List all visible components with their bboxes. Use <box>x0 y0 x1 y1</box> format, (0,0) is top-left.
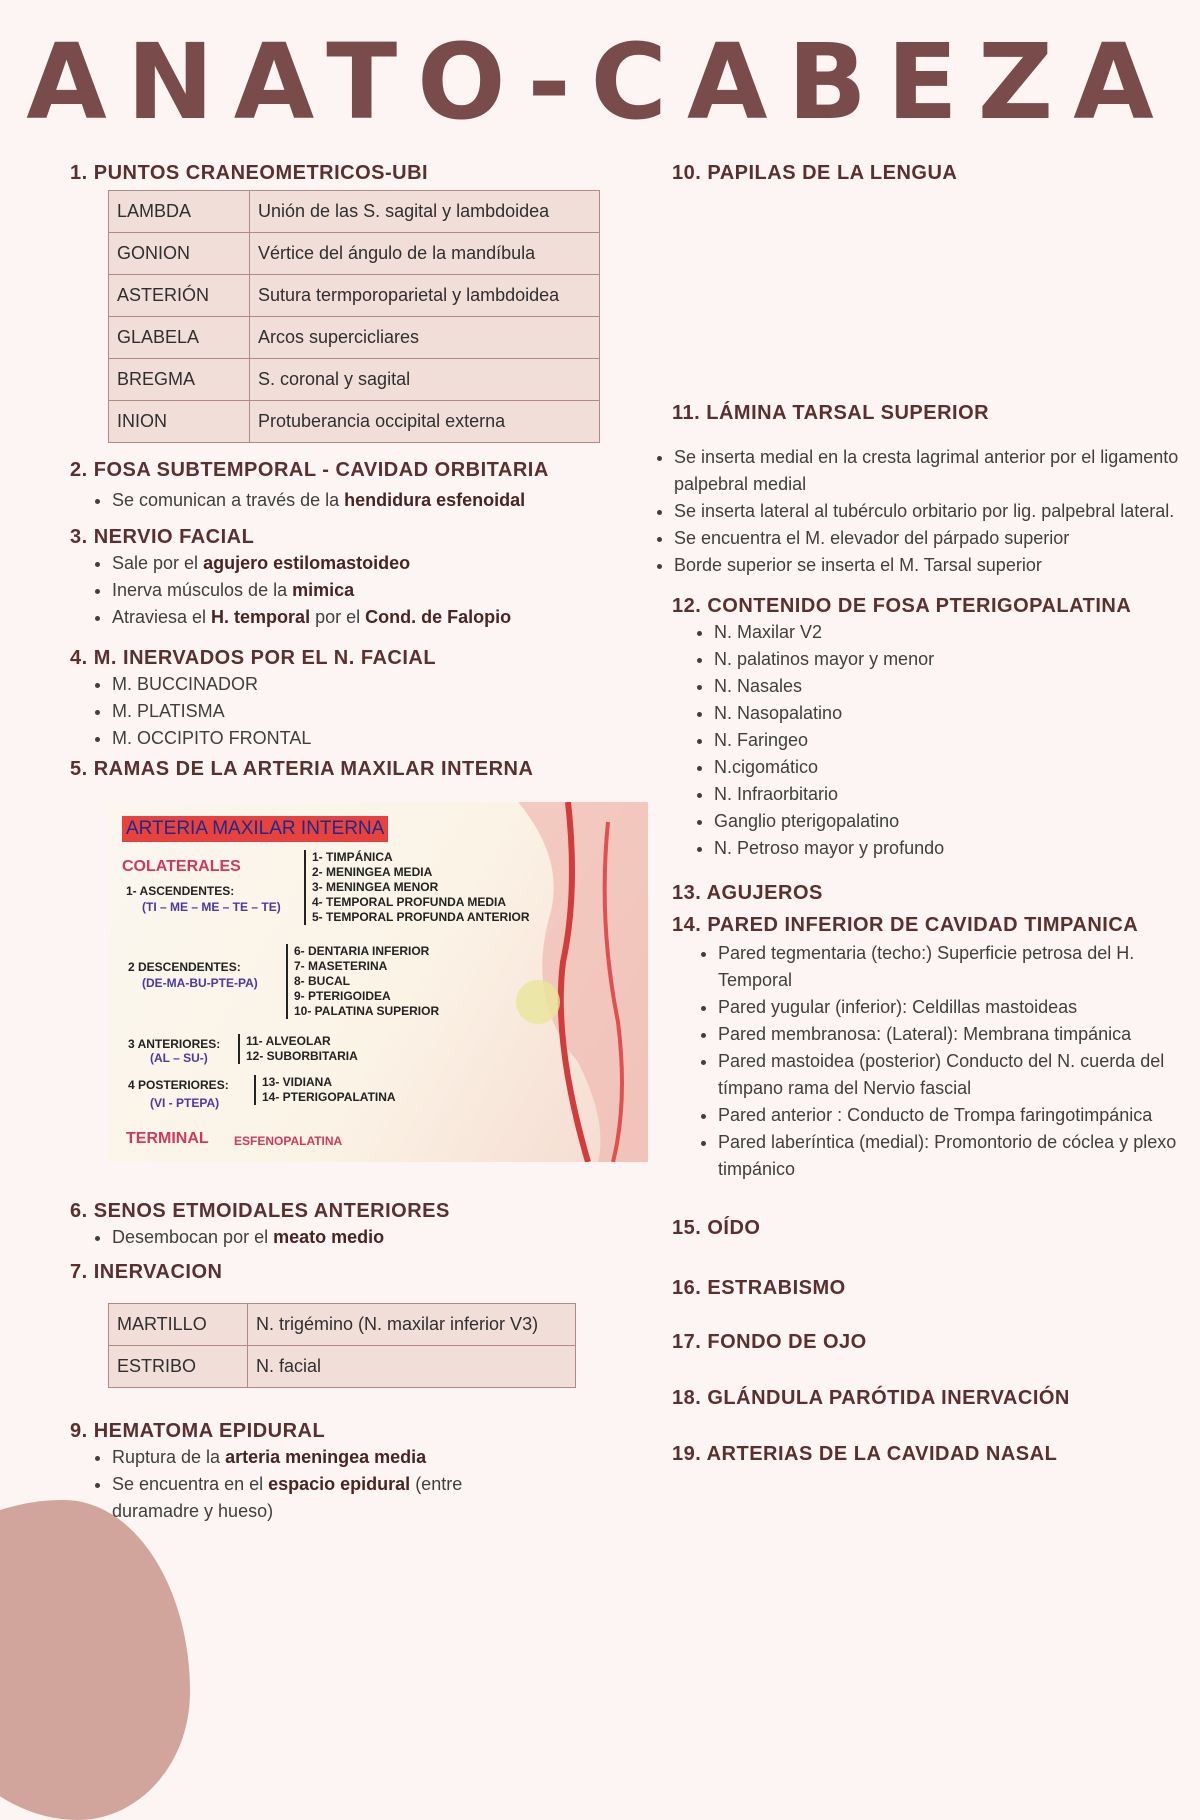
section-nervio-facial <box>70 524 630 631</box>
list-item: • N. palatinos mayor y menor <box>714 646 1184 673</box>
list-item: • Pared yugular (inferior): Celdillas mastoideas <box>718 994 1184 1021</box>
descendentes-label: 2 DESCENDENTES: <box>128 960 241 974</box>
bold-text: agujero estilomastoideo <box>203 553 411 573</box>
list-item: 12- SUBORBITARIA <box>246 1049 358 1063</box>
list-item: • Se encuentra el M. elevador del párpado superior <box>674 525 1184 552</box>
bold-text: arteria meningea media <box>225 1447 427 1467</box>
section-fosa-subtemporal <box>70 457 630 514</box>
table-cell: Vértice del ángulo de la mandíbula <box>250 233 600 275</box>
text: Sale por el <box>112 553 204 573</box>
section-arterias-cavidad-nasal <box>672 1441 1184 1467</box>
list-item: 4- TEMPORAL PROFUNDA MEDIA <box>312 895 507 909</box>
table-cell: N. trigémino (N. maxilar inferior V3) <box>248 1304 576 1346</box>
bullet-list <box>662 444 1184 579</box>
list-item: 11- ALVEOLAR <box>246 1034 331 1048</box>
bold-text: hendidura esfenoidal <box>344 490 526 510</box>
section-heading: 13. AGUJEROS <box>672 882 823 904</box>
section-arteria-maxilar <box>70 756 630 1162</box>
descendentes-list <box>286 944 439 1019</box>
table-row <box>109 317 600 359</box>
section-musculos-inervados <box>70 645 630 752</box>
bullet-list <box>70 550 630 631</box>
list-item: • N. Nasales <box>714 673 1184 700</box>
inervacion-table <box>108 1303 576 1388</box>
text: Se encuentra en el <box>112 1474 269 1494</box>
list-item: 5- TEMPORAL PROFUNDA ANTERIOR <box>312 910 530 924</box>
list-item: • M. OCCIPITO FRONTAL <box>112 725 630 752</box>
section-heading: 4. M. INERVADOS POR EL N. FACIAL <box>70 647 437 669</box>
table-row <box>109 233 600 275</box>
list-item: • N. Petroso mayor y profundo <box>714 835 1184 862</box>
table-cell: GLABELA <box>109 317 250 359</box>
list-item <box>112 487 630 514</box>
list-item: • Se inserta lateral al tubérculo orbitario por lig. palpebral lateral. <box>674 498 1184 525</box>
list-item <box>112 604 630 631</box>
list-item: 3- MENINGEA MENOR <box>312 880 439 894</box>
text: (entre duramadre y hueso) <box>112 1474 463 1521</box>
list-item: 1- TIMPÁNICA <box>312 850 393 864</box>
section-heading: 3. NERVIO FACIAL <box>70 526 255 548</box>
list-item <box>112 550 630 577</box>
section-heading: 12. CONTENIDO DE FOSA PTERIGOPALATINA <box>672 595 1132 617</box>
list-item: • N.cigomático <box>714 754 1184 781</box>
list-item: • M. PLATISMA <box>112 698 630 725</box>
list-item: • Pared membranosa: (Lateral): Membrana timpánica <box>718 1021 1184 1048</box>
table-row <box>109 1304 576 1346</box>
section-heading: 1. PUNTOS CRANEOMETRICOS-UBI <box>70 162 429 184</box>
section-agujeros <box>672 880 1184 906</box>
table-cell: GONION <box>109 233 250 275</box>
posteriores-abbr: (VI - PTEPA) <box>150 1096 220 1110</box>
table-cell: Protuberancia occipital externa <box>250 401 600 443</box>
bold-text: Cond. de Falopio <box>365 607 512 627</box>
table-cell: INION <box>109 401 250 443</box>
bullet-list <box>70 487 630 514</box>
list-item: • Pared anterior : Conducto de Trompa faringotimpánica <box>718 1102 1184 1129</box>
list-item <box>112 577 630 604</box>
bullet-list <box>70 1444 630 1525</box>
anteriores-list <box>238 1034 358 1064</box>
list-item <box>112 1444 630 1471</box>
page-title: ANATO-CABEZA <box>26 21 1174 143</box>
bold-text: H. temporal <box>211 607 311 627</box>
artery-figure <box>108 802 648 1162</box>
list-item: • M. BUCCINADOR <box>112 671 630 698</box>
table-cell: MARTILLO <box>109 1304 248 1346</box>
section-heading: 9. HEMATOMA EPIDURAL <box>70 1420 326 1442</box>
list-item: • N. Faringeo <box>714 727 1184 754</box>
list-item: • Borde superior se inserta el M. Tarsal superior <box>674 552 1184 579</box>
list-item: • Se inserta medial en la cresta lagrimal anterior por el ligamento palpebral medial <box>674 444 1184 498</box>
section-heading: 16. ESTRABISMO <box>672 1277 846 1299</box>
table-cell: LAMBDA <box>109 191 250 233</box>
text: por el <box>310 607 366 627</box>
table-row <box>109 191 600 233</box>
section-heading: 19. ARTERIAS DE LA CAVIDAD NASAL <box>672 1443 1058 1465</box>
table-cell: ASTERIÓN <box>109 275 250 317</box>
section-puntos-craneometricos <box>70 160 630 443</box>
section-heading: 5. RAMAS DE LA ARTERIA MAXILAR INTERNA <box>70 758 534 780</box>
list-item: 8- BUCAL <box>294 974 350 988</box>
section-heading: 18. GLÁNDULA PARÓTIDA INERVACIÓN <box>672 1387 1070 1409</box>
colaterales-label: COLATERALES <box>122 858 241 875</box>
list-item: 14- PTERIGOPALATINA <box>262 1090 396 1104</box>
section-heading: 14. PARED INFERIOR DE CAVIDAD TIMPANICA <box>672 914 1139 936</box>
section-heading: 17. FONDO DE OJO <box>672 1331 867 1353</box>
terminal-label: TERMINAL <box>126 1130 209 1147</box>
decorative-blob <box>0 1500 190 1820</box>
list-item: • N. Infraorbitario <box>714 781 1184 808</box>
table-row <box>109 1346 576 1388</box>
craneometric-table <box>108 190 600 443</box>
table-cell: Sutura termporoparietal y lambdoidea <box>250 275 600 317</box>
text: Se comunican a través de la <box>112 490 345 510</box>
figure-title: ARTERIA MAXILAR INTERNA <box>122 816 388 842</box>
section-fondo-de-ojo <box>672 1329 1184 1355</box>
list-item: • Pared mastoidea (posterior) Conducto del N. cuerda del tímpano rama del Nervio fascial <box>718 1048 1184 1102</box>
section-heading: 15. OÍDO <box>672 1217 761 1239</box>
list-item: 6- DENTARIA INFERIOR <box>294 944 430 958</box>
list-item: 10- PALATINA SUPERIOR <box>294 1004 440 1018</box>
ascendentes-label: 1- ASCENDENTES: <box>126 884 235 898</box>
table-row <box>109 359 600 401</box>
text: Desembocan por el <box>112 1227 274 1247</box>
left-column <box>70 160 630 1525</box>
text: Inerva músculos de la <box>112 580 293 600</box>
section-fosa-pterigopalatina <box>672 593 1184 862</box>
section-heading: 6. SENOS ETMOIDALES ANTERIORES <box>70 1200 450 1222</box>
bold-text: mimica <box>292 580 355 600</box>
list-item <box>112 1224 630 1251</box>
list-item: • Ganglio pterigopalatino <box>714 808 1184 835</box>
text: Ruptura de la <box>112 1447 226 1467</box>
bullet-list <box>70 1224 630 1251</box>
bullet-list <box>672 940 1184 1183</box>
section-senos-etmoidales <box>70 1198 630 1251</box>
table-row <box>109 275 600 317</box>
ascendentes-abbr: (TI – ME – ME – TE – TE) <box>142 900 281 914</box>
section-heading: 7. INERVACION <box>70 1261 223 1283</box>
section-inervacion <box>70 1259 630 1388</box>
section-estrabismo <box>672 1275 1184 1301</box>
anteriores-abbr: (AL – SU-) <box>150 1051 208 1065</box>
section-hematoma-epidural <box>70 1418 630 1525</box>
section-heading: 2. FOSA SUBTEMPORAL - CAVIDAD ORBITARIA <box>70 459 549 481</box>
list-item: 9- PTERIGOIDEA <box>294 989 391 1003</box>
table-cell: Unión de las S. sagital y lambdoidea <box>250 191 600 233</box>
terminal-value: ESFENOPALATINA <box>234 1134 343 1148</box>
descendentes-abbr: (DE-MA-BU-PTE-PA) <box>142 976 258 990</box>
section-heading: 11. LÁMINA TARSAL SUPERIOR <box>672 402 990 424</box>
posteriores-list <box>254 1075 396 1105</box>
posteriores-label: 4 POSTERIORES: <box>128 1078 229 1092</box>
bold-text: espacio epidural <box>268 1474 411 1494</box>
bold-text: meato medio <box>273 1227 385 1247</box>
bullet-list <box>672 619 1184 862</box>
section-heading: 10. PAPILAS DE LA LENGUA <box>672 162 958 184</box>
table-cell: S. coronal y sagital <box>250 359 600 401</box>
section-glandula-parotida <box>672 1385 1184 1411</box>
ascendentes-list <box>304 850 530 925</box>
table-row <box>109 401 600 443</box>
table-cell: ESTRIBO <box>109 1346 248 1388</box>
list-item: 13- VIDIANA <box>262 1075 333 1089</box>
list-item: • N. Maxilar V2 <box>714 619 1184 646</box>
anteriores-label: 3 ANTERIORES: <box>128 1037 221 1051</box>
section-papilas <box>672 160 1184 186</box>
list-item: 2- MENINGEA MEDIA <box>312 865 433 879</box>
section-cavidad-timpanica <box>672 912 1184 1183</box>
table-cell: N. facial <box>248 1346 576 1388</box>
section-oido <box>672 1215 1184 1241</box>
list-item <box>112 1471 532 1525</box>
list-item: 7- MASETERINA <box>294 959 388 973</box>
list-item: • Pared laberíntica (medial): Promontorio de cóclea y plexo timpánico <box>718 1129 1184 1183</box>
right-column <box>672 160 1184 1467</box>
section-lamina-tarsal <box>672 400 1184 579</box>
list-item: • Pared tegmentaria (techo:) Superficie petrosa del H. Temporal <box>718 940 1184 994</box>
table-cell: Arcos supercicliares <box>250 317 600 359</box>
bullet-list <box>70 671 630 752</box>
text: Atraviesa el <box>112 607 212 627</box>
list-item: • N. Nasopalatino <box>714 700 1184 727</box>
table-cell: BREGMA <box>109 359 250 401</box>
